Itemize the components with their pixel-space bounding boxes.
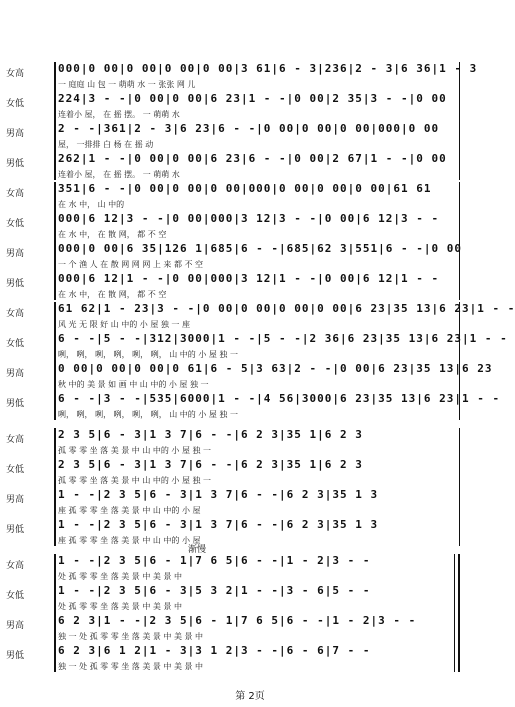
staff-tenor xyxy=(6,614,460,644)
staff-lyrics: 咧， 咧， 咧， 咧， 咧， 咧， 山 中的 小 屋 独 一 xyxy=(58,410,238,419)
staff-notes: 61 62|1 - 23|3 - -|0 00|0 00|0 00|0 00|6 23|35 13|6 23|1 - - xyxy=(58,302,515,315)
staff-notes: 2 3 5|6 - 3|1 3 7|6 - -|6 2 3|35 1|6 2 3 xyxy=(58,428,363,441)
page-number: 第 2页 xyxy=(235,691,265,702)
voice-label: 女高 xyxy=(6,309,25,319)
staff-lyrics: 独 一 处 孤 零 零 坐 落 美 景 中 美 景 中 xyxy=(58,632,204,641)
voice-label: 女低 xyxy=(6,219,25,229)
staff-bass xyxy=(6,644,460,674)
staff-lyrics: 秋 中的 美 景 如 画 中 山 中的 小 屋 独 一 xyxy=(58,380,209,389)
staff-notes: 1 - -|2 3 5|6 - 3|1 3 7|6 - -|6 2 3|35 1 3 xyxy=(58,488,379,501)
staff-alto xyxy=(6,584,460,614)
voice-label: 男高 xyxy=(6,369,25,379)
staff-alto xyxy=(6,92,460,122)
staff-tenor xyxy=(6,362,493,392)
staff-bass xyxy=(6,272,460,302)
staff-lyrics: 处 孤 零 零 坐 落 美 景 中 美 景 中 xyxy=(58,602,182,611)
staff-soprano xyxy=(6,428,460,458)
voice-label: 男低 xyxy=(6,279,25,289)
staff-lyrics: 风 光 无 限 好 山 中的 小 屋 独 一 座 xyxy=(58,320,190,329)
staff-notes: 000|0 00|6 35|126 1|685|6 - -|685|62 3|551|6 - -|0 00 xyxy=(58,242,462,255)
staff-lyrics: 连着小 屋， 在 摇 摆。 一 萌萌 水 xyxy=(58,170,180,179)
voice-label: 男高 xyxy=(6,621,25,631)
staff-lyrics: 孤 零 零 坐 落 美 景 中 山 中的 小 屋 独 一 xyxy=(58,446,212,455)
staff-notes: 224|3 - -|0 00|0 00|6 23|1 - -|0 00|2 35|3 - -|0 00 xyxy=(58,92,447,105)
voice-label: 男低 xyxy=(6,399,25,409)
staff-tenor xyxy=(6,122,460,152)
staff-tenor xyxy=(6,488,460,518)
staff-lyrics: 一 个 渔 人 在 散 网 网 网 上 来 都 不 空 xyxy=(58,260,204,269)
staff-notes: 2 3 5|6 - 3|1 3 7|6 - -|6 2 3|35 1|6 2 3 xyxy=(58,458,363,471)
staff-notes: 2 - -|361|2 - 3|6 23|6 - -|0 00|0 00|0 00|000|0 00 xyxy=(58,122,440,135)
staff-soprano xyxy=(6,554,460,584)
voice-label: 女低 xyxy=(6,339,25,349)
staff-notes: 0 00|0 00|0 00|0 61|6 - 5|3 63|2 - -|0 00|6 23|35 13|6 23 xyxy=(58,362,493,375)
staff-notes: 1 - -|2 3 5|6 - 3|5 3 2|1 - -|3 - 6|5 - - xyxy=(58,584,371,597)
staff-notes: 1 - -|2 3 5|6 - 3|1 3 7|6 - -|6 2 3|35 1 3 xyxy=(58,518,379,531)
staff-lyrics: 连着小 屋， 在 摇 摆。 一 萌萌 水 xyxy=(58,110,180,119)
staff-lyrics: 独 一 处 孤 零 零 坐 落 美 景 中 美 景 中 xyxy=(58,662,204,671)
staff-bass xyxy=(6,518,460,548)
tempo-marking: 渐慢 xyxy=(188,545,207,555)
staff-alto xyxy=(6,212,460,242)
staff-soprano xyxy=(6,302,515,332)
voice-label: 女高 xyxy=(6,189,25,199)
voice-label: 男低 xyxy=(6,159,25,169)
staff-bass xyxy=(6,392,501,422)
staff-notes: 000|0 00|0 00|0 00|0 00|3 61|6 - 3|236|2 - 3|6 36|1 - 3 xyxy=(58,62,478,75)
staff-lyrics: 在 水 中， 山 中的 xyxy=(58,200,125,209)
voice-label: 女低 xyxy=(6,465,25,475)
score-system-4 xyxy=(6,428,460,548)
staff-notes: 6 2 3|1 - -|2 3 5|6 - 1|7 6 5|6 - -|1 - 2|3 - - xyxy=(58,614,417,627)
staff-alto xyxy=(6,332,508,362)
staff-notes: 351|6 - -|0 00|0 00|0 00|000|0 00|0 00|0 00|61 61 xyxy=(58,182,432,195)
staff-notes: 1 - -|2 3 5|6 - 1|7 6 5|6 - -|1 - 2|3 - - xyxy=(58,554,371,567)
staff-lyrics: 处 孤 零 零 坐 落 美 景 中 美 景 中 xyxy=(58,572,182,581)
staff-tenor xyxy=(6,242,462,272)
staff-lyrics: 咧， 咧， 咧， 咧， 咧， 咧， 山 中的 小 屋 独 一 xyxy=(58,350,238,359)
voice-label: 女高 xyxy=(6,69,25,79)
voice-label: 女高 xyxy=(6,435,25,445)
staff-alto xyxy=(6,458,460,488)
staff-notes: 000|6 12|1 - -|0 00|000|3 12|1 - -|0 00|6 12|1 - - xyxy=(58,272,440,285)
staff-lyrics: 座 孤 零 零 坐 落 美 景 中 山 中的 小 屋 xyxy=(58,506,201,515)
staff-lyrics: 一 庭庭 山 包 一 萌萌 水 一 张张 网 儿 xyxy=(58,80,196,89)
staff-soprano xyxy=(6,62,478,92)
staff-lyrics: 孤 零 零 坐 落 美 景 中 山 中的 小 屋 独 一 xyxy=(58,476,212,485)
score-system-5 xyxy=(6,554,460,674)
staff-notes: 6 - -|3 - -|535|6000|1 - -|4 56|3000|6 23|35 13|6 23|1 - - xyxy=(58,392,501,405)
staff-bass xyxy=(6,152,460,182)
voice-label: 女低 xyxy=(6,99,25,109)
score-system-2 xyxy=(6,182,462,302)
voice-label: 男高 xyxy=(6,495,25,505)
staff-notes: 6 - -|5 - -|312|3000|1 - -|5 - -|2 36|6 23|35 13|6 23|1 - - xyxy=(58,332,508,345)
voice-label: 男高 xyxy=(6,249,25,259)
voice-label: 男低 xyxy=(6,525,25,535)
staff-lyrics: 在 水 中， 在 散 网， 都 不 空 xyxy=(58,230,167,239)
staff-lyrics: 屋， 一排排 白 杨 在 摇 动 xyxy=(58,140,154,149)
voice-label: 女高 xyxy=(6,561,25,571)
voice-label: 男低 xyxy=(6,651,25,661)
staff-notes: 6 2 3|6 1 2|1 - 3|3 1 2|3 - -|6 - 6|7 - - xyxy=(58,644,371,657)
staff-notes: 000|6 12|3 - -|0 00|000|3 12|3 - -|0 00|6 12|3 - - xyxy=(58,212,440,225)
score-system-3 xyxy=(6,302,515,422)
staff-lyrics: 在 水 中， 在 散 网， 都 不 空 xyxy=(58,290,167,299)
voice-label: 女低 xyxy=(6,591,25,601)
staff-lyrics: 座 孤 零 零 坐 落 美 景 中 山 中的 小 屋 xyxy=(58,536,201,545)
score-system-1 xyxy=(6,62,478,182)
voice-label: 男高 xyxy=(6,129,25,139)
staff-notes: 262|1 - -|0 00|0 00|6 23|6 - -|0 00|2 67|1 - -|0 00 xyxy=(58,152,447,165)
staff-soprano xyxy=(6,182,460,212)
